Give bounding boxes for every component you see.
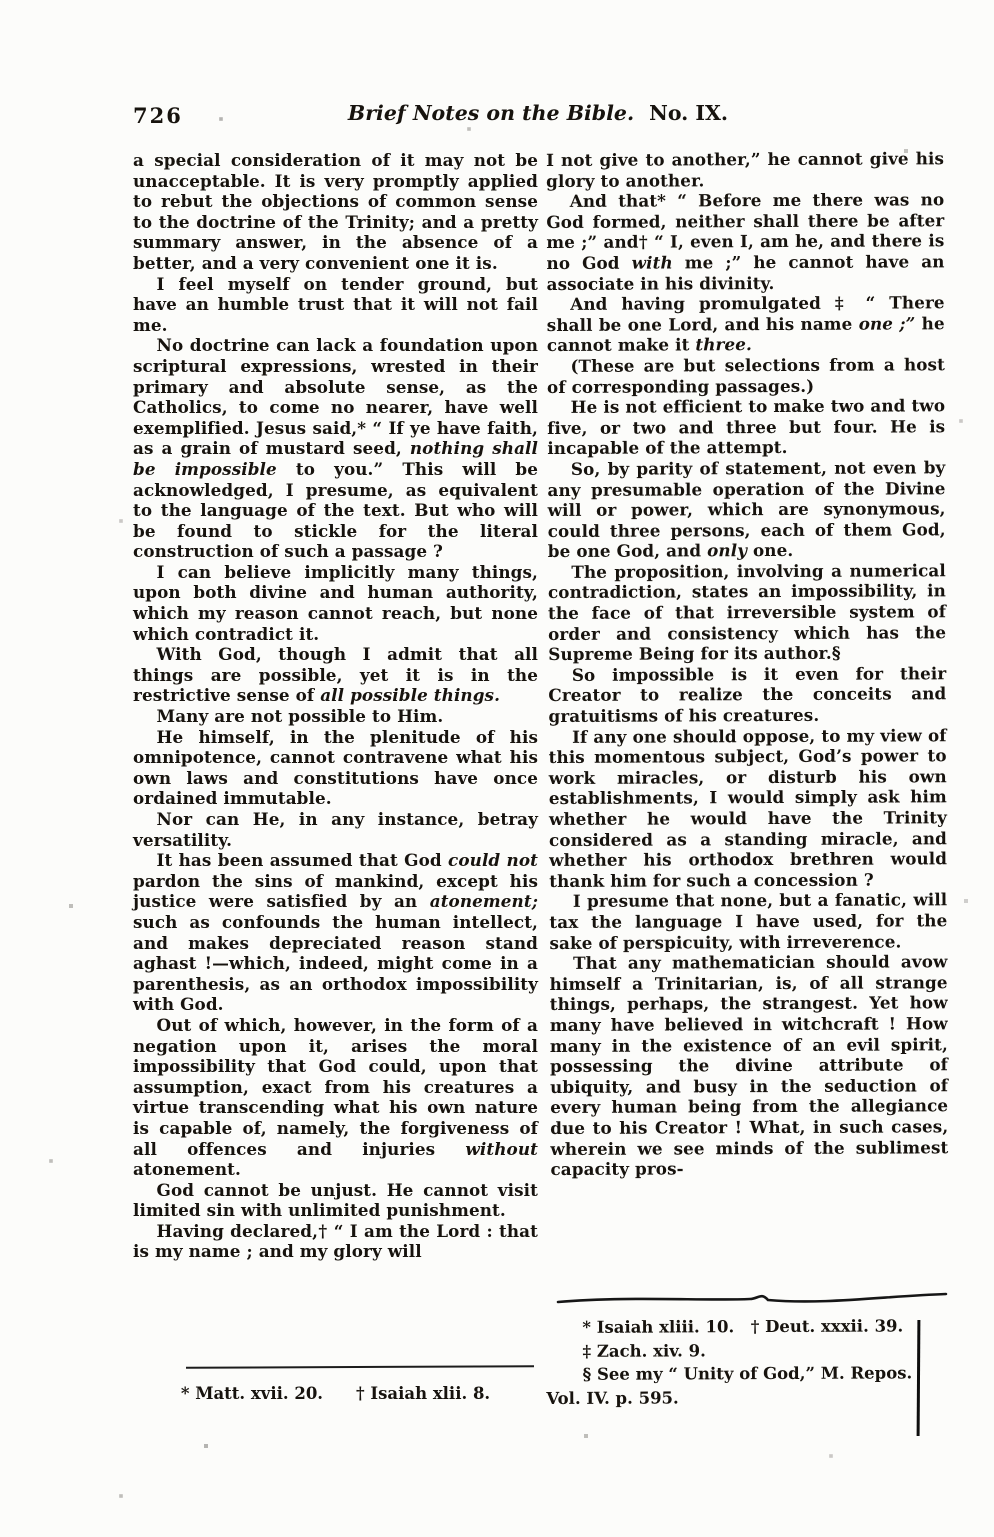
footnote-line: ‡ Zach. xiv. 9. [582,1340,706,1361]
body-text: Nor can He, in any instance, betray versatility. [133,809,538,850]
paragraph [133,1180,538,1221]
footnote-line: * Isaiah xliii. 10. † Deut. xxxii. 39. [582,1316,904,1337]
body-text: to you.” This will be acknowledged, I presume, as equivalent to the language of the text. But who will be found to stickle for the literal construction of such a passage ? [133,458,538,562]
running-header-title: Brief Notes on the Bible. [347,101,635,125]
body-text: he cannot make it [546,313,945,356]
scan-edge-artifact [917,1320,921,1436]
body-text: me ;” he cannot have an associate in his divinity. [546,251,945,294]
italic-text: three. [695,334,753,355]
page-number: 726 [133,103,183,128]
paragraph [547,354,945,397]
body-text: If any one should oppose, to my view of this momentous subject, God’s power to work miracles, or disturb his own establishments, I would simply ask him whether he would have the Trinity considered as a standing miracle, and whether his orthodox brethren would thank him for such a concession ? [548,724,948,891]
paragraph [547,292,945,356]
paragraph [546,148,944,191]
running-header-issue: No. IX. [649,101,729,125]
body-text: The proposition, involving a numerical contradiction, states an impossibility, in the face of that irreversible system of order and consistency which has the Supreme Being for its author.§ [547,560,947,665]
left-footnote-rule [186,1365,534,1369]
italic-text: without [465,1138,538,1159]
paragraph [548,560,946,665]
paragraph [133,706,538,727]
body-text: I can believe implicitly many things, upon both divine and human authority, which my reason cannot reach, but none which contradict it. [133,561,538,644]
body-text: God cannot be unjust. He cannot visit limited sin with unlimited punishment. [133,1179,538,1221]
paragraph [133,1221,538,1262]
italic-text: only [707,540,748,561]
right-footnotes [546,1314,948,1410]
paragraph [546,189,944,294]
paragraph [548,663,946,727]
body-text: That any mathematician should avow himself a Trinitarian, is, of all strange things, perhaps, the strangest. Yet how many have believed in witchcraft ! How many in the existence of an evil spirit, possessing the divine attribute of ubiquity, and busy in the seduction of every human being from the allegiance due to his Creator ! What, in such cases, wherein we see minds of the sublimest capacity pros- [549,951,949,1180]
paragraph [133,1015,538,1180]
body-text: (These are but selections from a host of corresponding passages.) [546,354,945,397]
body-text: Out of which, however, in the form of a negation upon it, arises the moral impossibility that God could, upon that assumption, exact from his creatures a virtue transcending what his own nature is capable of, namely, the forgiveness of all offences and injuries [133,1014,538,1159]
paragraph [547,457,945,562]
running-header [133,101,943,125]
body-text: It has been assumed that God [156,850,449,871]
paragraph [133,850,538,1015]
italic-text: with [631,252,673,273]
italic-text: all possible things. [320,685,501,706]
body-text: Many are not possible to Him. [156,706,444,727]
paragraph [133,727,538,809]
paragraph [133,809,538,850]
paragraph [549,725,948,891]
footnote-line: § See my “ Unity of God,” M. Repos. [582,1363,913,1384]
body-text: one. [746,540,794,561]
paragraph [133,644,538,706]
paragraph [547,395,945,459]
right-column [546,148,948,1179]
body-text: Having declared,† “ I am the Lord : that is my name ; and my glory will [133,1220,538,1262]
italic-text: could not [448,850,539,871]
paragraph [133,150,538,274]
left-footnotes [133,1384,538,1403]
body-text: He himself, in the plenitude of his omnipotence, cannot contravene what his own laws and constitutions have once ordained immutable. [133,726,538,809]
body-text: pardon the sins of mankind, except his justice were satisfied by an [133,870,538,912]
paragraph [133,335,538,562]
body-text: a special consideration of it may not be unacceptable. It is very promptly applied to rebut the objections of common sense to the doctrine of the Trinity; and a pretty summary answer, in the absence of a better, and a very convenient one it is. [133,150,538,273]
italic-text: nothing shall be impossible [133,438,538,479]
body-text: So impossible is it even for their Creator to realize the conceits and gratuitisms of his creatures. [548,663,947,727]
body-text: atonement. [133,1159,241,1180]
paragraph [133,562,538,644]
body-text: And having promulgated ‡ “ There shall be one Lord, and his name [546,292,945,335]
italic-text: one ;” [858,313,916,334]
body-text: I presume that none, but a fanatic, will tax the language I have used, for the sake of perspicuity, with irreverence. [549,889,948,953]
body-text: With God, though I admit that all things are possible, yet it is in the restrictive sense of [133,644,538,706]
right-footnote-rule [556,1290,948,1308]
body-text: such as confounds the human intellect, and makes depreciated reason stand aghast !—which, indeed, might come in a parenthesis, as an orthodox impossibility with God. [133,911,538,1015]
paragraph [550,951,949,1179]
footnote-line: Vol. IV. p. 595. [546,1387,679,1408]
paragraph [133,274,538,336]
italic-text: atonement; [429,891,538,912]
body-text: And that* “ Before me there was no God formed, neither shall there be after me ;” and† “ I, even I, am he, and there is no God [546,189,945,273]
footnote-line: * Matt. xvii. 20. † Isaiah xlii. 8. [180,1384,491,1403]
body-text: I feel myself on tender ground, but have an humble trust that it will not fail me. [133,273,538,335]
body-text: No doctrine can lack a foundation upon scriptural expressions, wrested in their primary and absolute sense, as the Catholics, to come no nearer, have well exemplified. Jesus said,* “ If ye have faith, as a grain of mustard seed, [133,335,538,459]
body-text: I not give to another,” he cannot give his glory to another. [546,148,945,191]
left-column [133,150,538,1262]
body-text: So, by parity of statement, not even by any presumable operation of the Divine will or power, which are synonymous, could three persons, each of them God, be one God, and [547,457,946,562]
paragraph [549,890,947,954]
body-text: He is not efficient to make two and two five, or two and three but four. He is incapable of the attempt. [547,395,946,459]
paper-speckles [0,0,2,2]
